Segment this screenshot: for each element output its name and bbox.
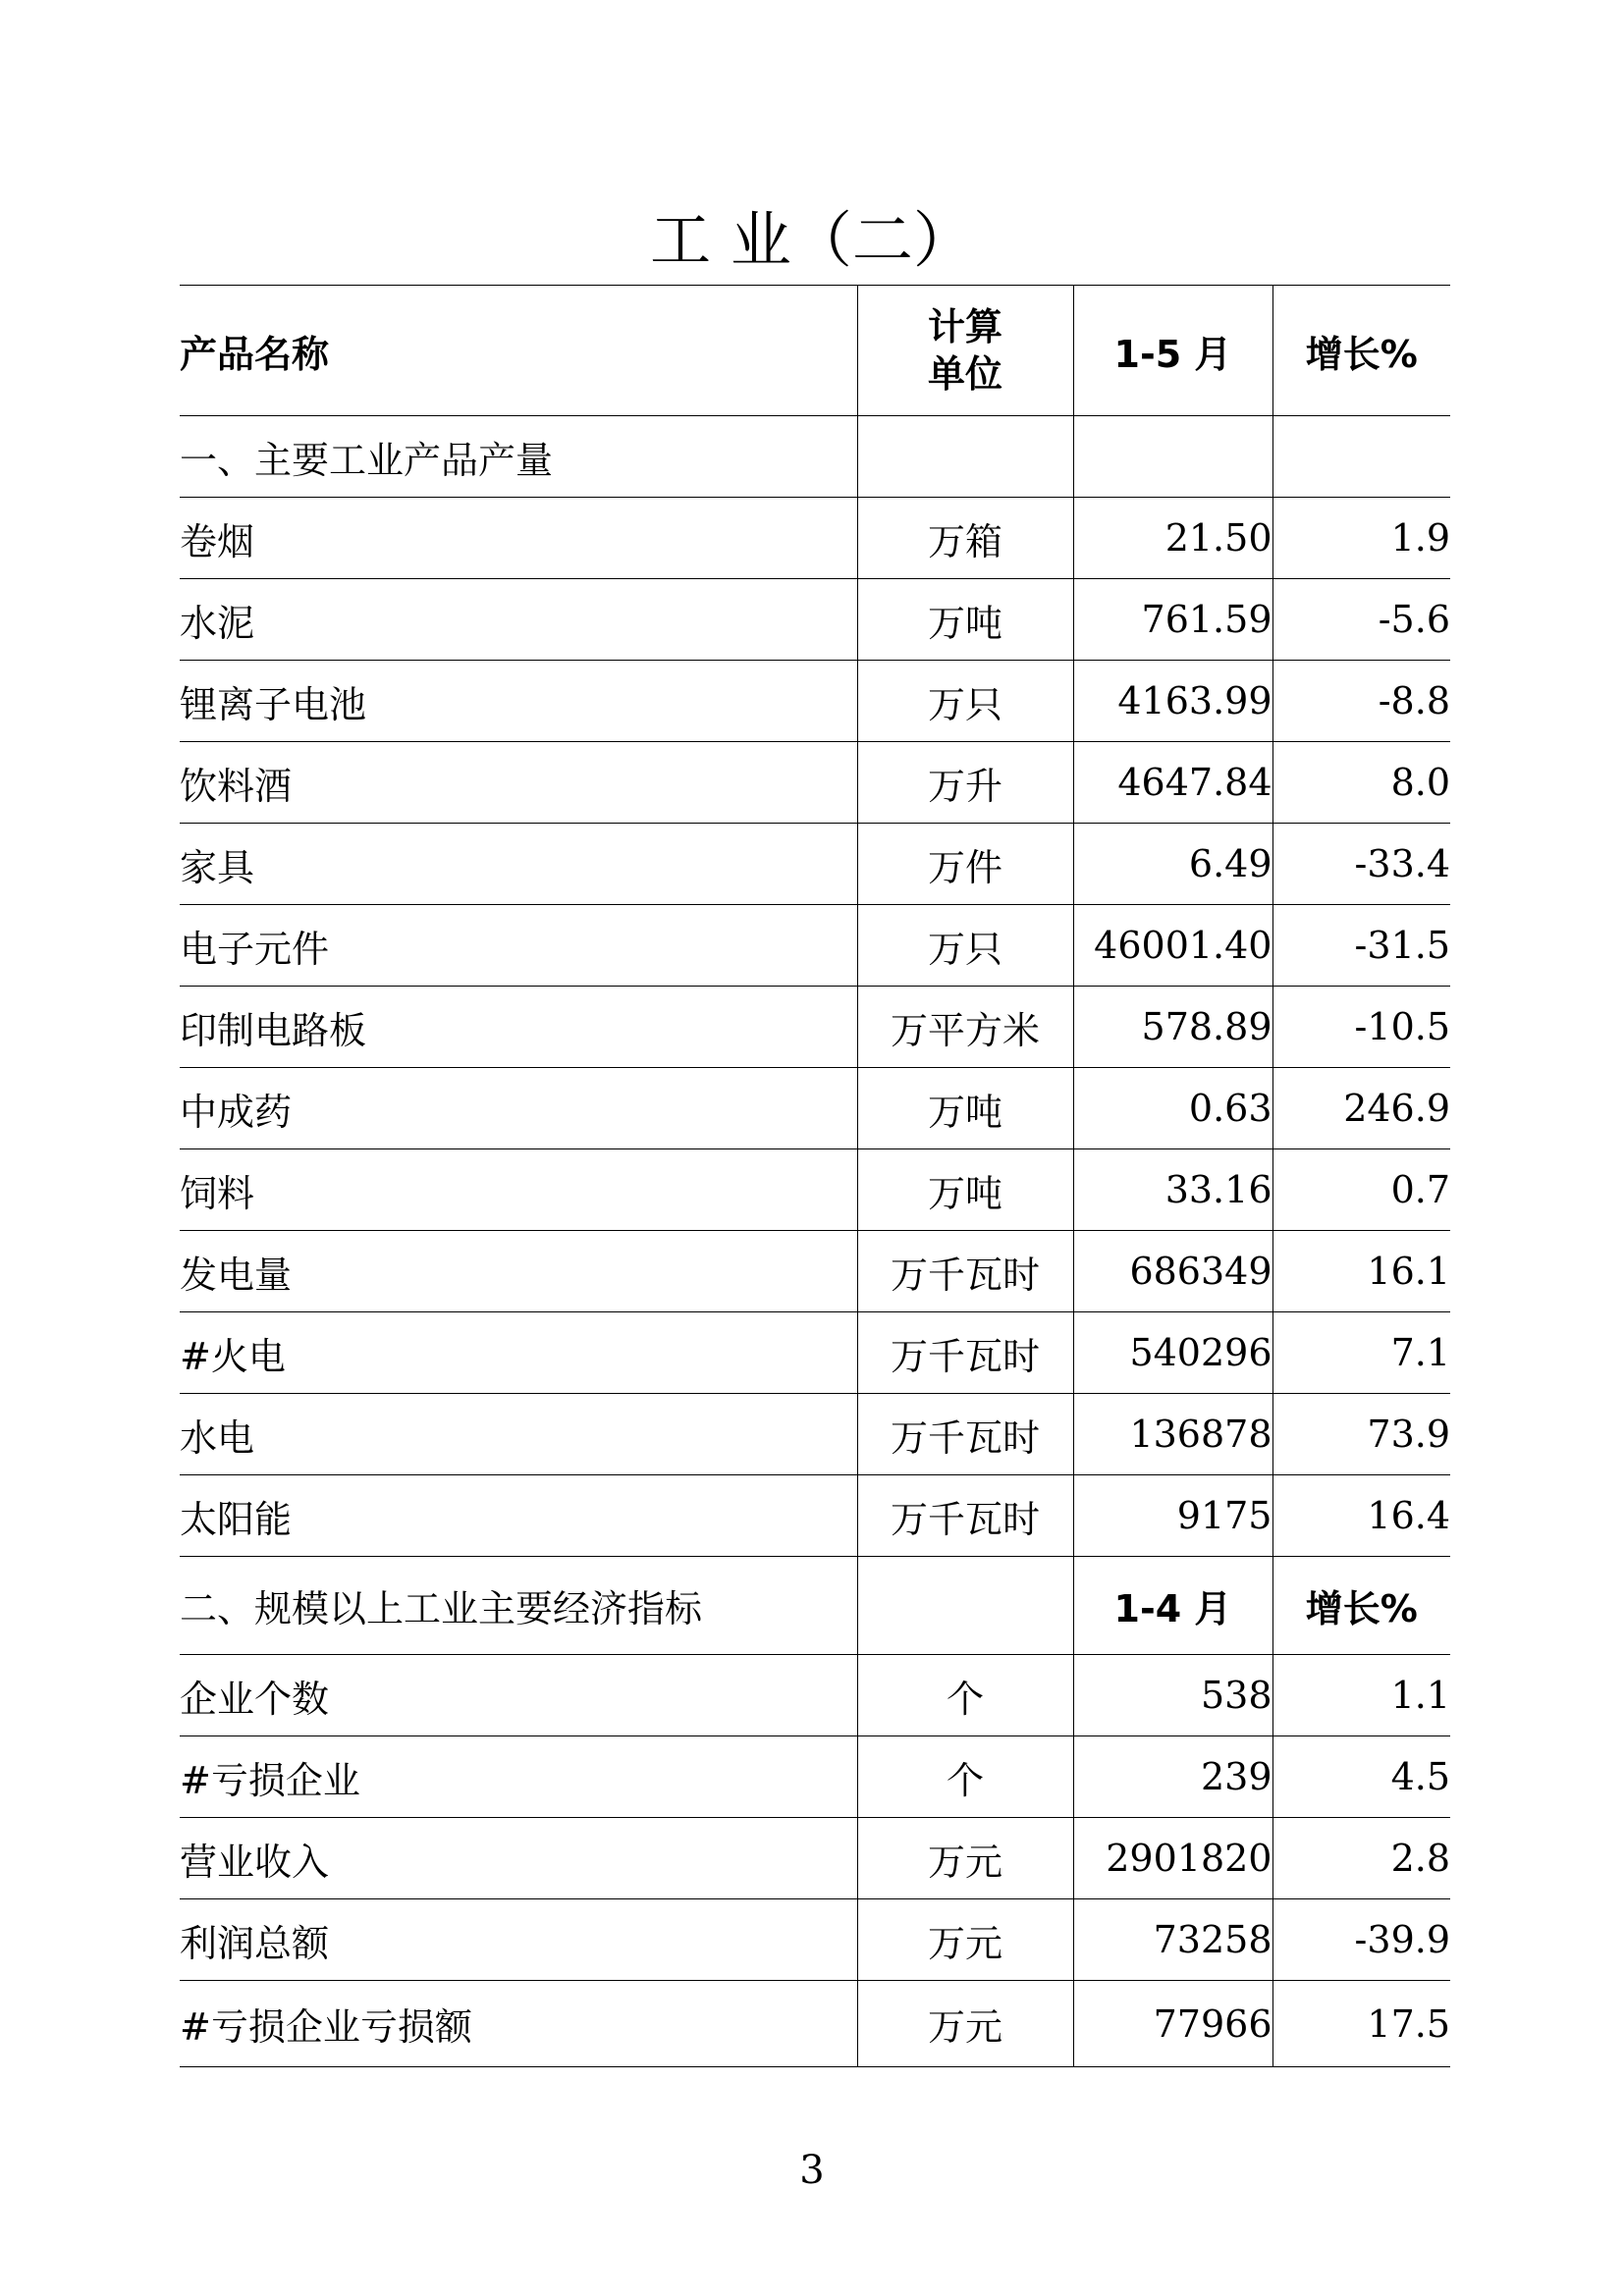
table-row xyxy=(180,498,1450,579)
row-growth: 8.0 xyxy=(1272,742,1450,824)
table-row xyxy=(180,742,1450,824)
row-value: 46001.40 xyxy=(1073,905,1272,987)
row-growth: 1.9 xyxy=(1272,498,1450,579)
row-name: 中成药 xyxy=(180,1068,857,1149)
row-growth: -10.5 xyxy=(1272,987,1450,1068)
row-growth: -33.4 xyxy=(1272,824,1450,905)
row-value: 540296 xyxy=(1073,1312,1272,1394)
row-unit: 万元 xyxy=(857,1818,1073,1899)
row-name: 企业个数 xyxy=(180,1655,857,1736)
section1-title: 一、主要工业产品产量 xyxy=(180,416,857,498)
section1-title-row xyxy=(180,416,1450,498)
row-value: 0.63 xyxy=(1073,1068,1272,1149)
row-growth: -5.6 xyxy=(1272,579,1450,661)
row-name: 锂离子电池 xyxy=(180,661,857,742)
section2-title: 二、规模以上工业主要经济指标 xyxy=(180,1557,857,1655)
table-row xyxy=(180,1818,1450,1899)
row-unit: 万元 xyxy=(857,1981,1073,2067)
row-unit: 万箱 xyxy=(857,498,1073,579)
row-value: 2901820 xyxy=(1073,1818,1272,1899)
table-row xyxy=(180,1655,1450,1736)
row-growth: -39.9 xyxy=(1272,1899,1450,1981)
row-unit: 万元 xyxy=(857,1899,1073,1981)
header-unit xyxy=(857,286,1073,416)
row-name: 水泥 xyxy=(180,579,857,661)
table-row xyxy=(180,1394,1450,1475)
section2-period: 1-4 月 xyxy=(1073,1557,1272,1655)
row-name: 饲料 xyxy=(180,1149,857,1231)
row-value: 4647.84 xyxy=(1073,742,1272,824)
row-unit: 万千瓦时 xyxy=(857,1394,1073,1475)
page-title: 工 业（二） xyxy=(650,204,974,276)
table-row xyxy=(180,1736,1450,1818)
row-unit: 万平方米 xyxy=(857,987,1073,1068)
row-unit: 万只 xyxy=(857,661,1073,742)
table-row xyxy=(180,1068,1450,1149)
row-unit: 万吨 xyxy=(857,1068,1073,1149)
row-unit: 万千瓦时 xyxy=(857,1231,1073,1312)
row-name: 利润总额 xyxy=(180,1899,857,1981)
row-unit: 万吨 xyxy=(857,579,1073,661)
row-growth: 246.9 xyxy=(1272,1068,1450,1149)
row-name: 太阳能 xyxy=(180,1475,857,1557)
row-name: #亏损企业 xyxy=(180,1736,857,1818)
row-growth: 16.4 xyxy=(1272,1475,1450,1557)
row-name: 印制电路板 xyxy=(180,987,857,1068)
table-row xyxy=(180,1312,1450,1394)
row-value: 578.89 xyxy=(1073,987,1272,1068)
row-value: 21.50 xyxy=(1073,498,1272,579)
table-row xyxy=(180,579,1450,661)
row-growth: -8.8 xyxy=(1272,661,1450,742)
row-value: 538 xyxy=(1073,1655,1272,1736)
row-value: 136878 xyxy=(1073,1394,1272,1475)
row-name: 营业收入 xyxy=(180,1818,857,1899)
row-growth: 0.7 xyxy=(1272,1149,1450,1231)
row-name: 电子元件 xyxy=(180,905,857,987)
row-unit: 万升 xyxy=(857,742,1073,824)
header-product-name: 产品名称 xyxy=(180,286,857,416)
row-unit: 个 xyxy=(857,1736,1073,1818)
header-unit-line1: 计算 xyxy=(927,305,1002,348)
table-row xyxy=(180,661,1450,742)
table-row xyxy=(180,1231,1450,1312)
row-name: 饮料酒 xyxy=(180,742,857,824)
table-row xyxy=(180,1149,1450,1231)
row-name: 发电量 xyxy=(180,1231,857,1312)
section2-title-row xyxy=(180,1557,1450,1655)
row-value: 239 xyxy=(1073,1736,1272,1818)
table-row xyxy=(180,824,1450,905)
table-row xyxy=(180,1899,1450,1981)
row-value: 77966 xyxy=(1073,1981,1272,2067)
page-number: 3 xyxy=(799,2148,825,2193)
row-name: 卷烟 xyxy=(180,498,857,579)
row-unit: 万吨 xyxy=(857,1149,1073,1231)
header-period: 1-5 月 xyxy=(1073,286,1272,416)
row-value: 9175 xyxy=(1073,1475,1272,1557)
row-unit: 万千瓦时 xyxy=(857,1475,1073,1557)
row-unit: 万件 xyxy=(857,824,1073,905)
row-value: 686349 xyxy=(1073,1231,1272,1312)
row-value: 4163.99 xyxy=(1073,661,1272,742)
header-unit-line2: 单位 xyxy=(927,352,1002,396)
industry-stats-table xyxy=(180,285,1450,2067)
table-row xyxy=(180,1981,1450,2067)
row-value: 33.16 xyxy=(1073,1149,1272,1231)
section2-growth: 增长% xyxy=(1272,1557,1450,1655)
table-header-row xyxy=(180,286,1450,416)
row-growth: 2.8 xyxy=(1272,1818,1450,1899)
row-growth: -31.5 xyxy=(1272,905,1450,987)
row-unit: 万只 xyxy=(857,905,1073,987)
row-growth: 7.1 xyxy=(1272,1312,1450,1394)
table-row xyxy=(180,905,1450,987)
row-growth: 1.1 xyxy=(1272,1655,1450,1736)
row-growth: 16.1 xyxy=(1272,1231,1450,1312)
row-unit: 个 xyxy=(857,1655,1073,1736)
row-value: 761.59 xyxy=(1073,579,1272,661)
row-growth: 17.5 xyxy=(1272,1981,1450,2067)
row-name: 水电 xyxy=(180,1394,857,1475)
row-value: 6.49 xyxy=(1073,824,1272,905)
row-name: 家具 xyxy=(180,824,857,905)
row-value: 73258 xyxy=(1073,1899,1272,1981)
row-unit: 万千瓦时 xyxy=(857,1312,1073,1394)
row-name: #火电 xyxy=(180,1312,857,1394)
row-growth: 4.5 xyxy=(1272,1736,1450,1818)
row-name: #亏损企业亏损额 xyxy=(180,1981,857,2067)
row-growth: 73.9 xyxy=(1272,1394,1450,1475)
header-growth: 增长% xyxy=(1272,286,1450,416)
table-row xyxy=(180,1475,1450,1557)
table-row xyxy=(180,987,1450,1068)
